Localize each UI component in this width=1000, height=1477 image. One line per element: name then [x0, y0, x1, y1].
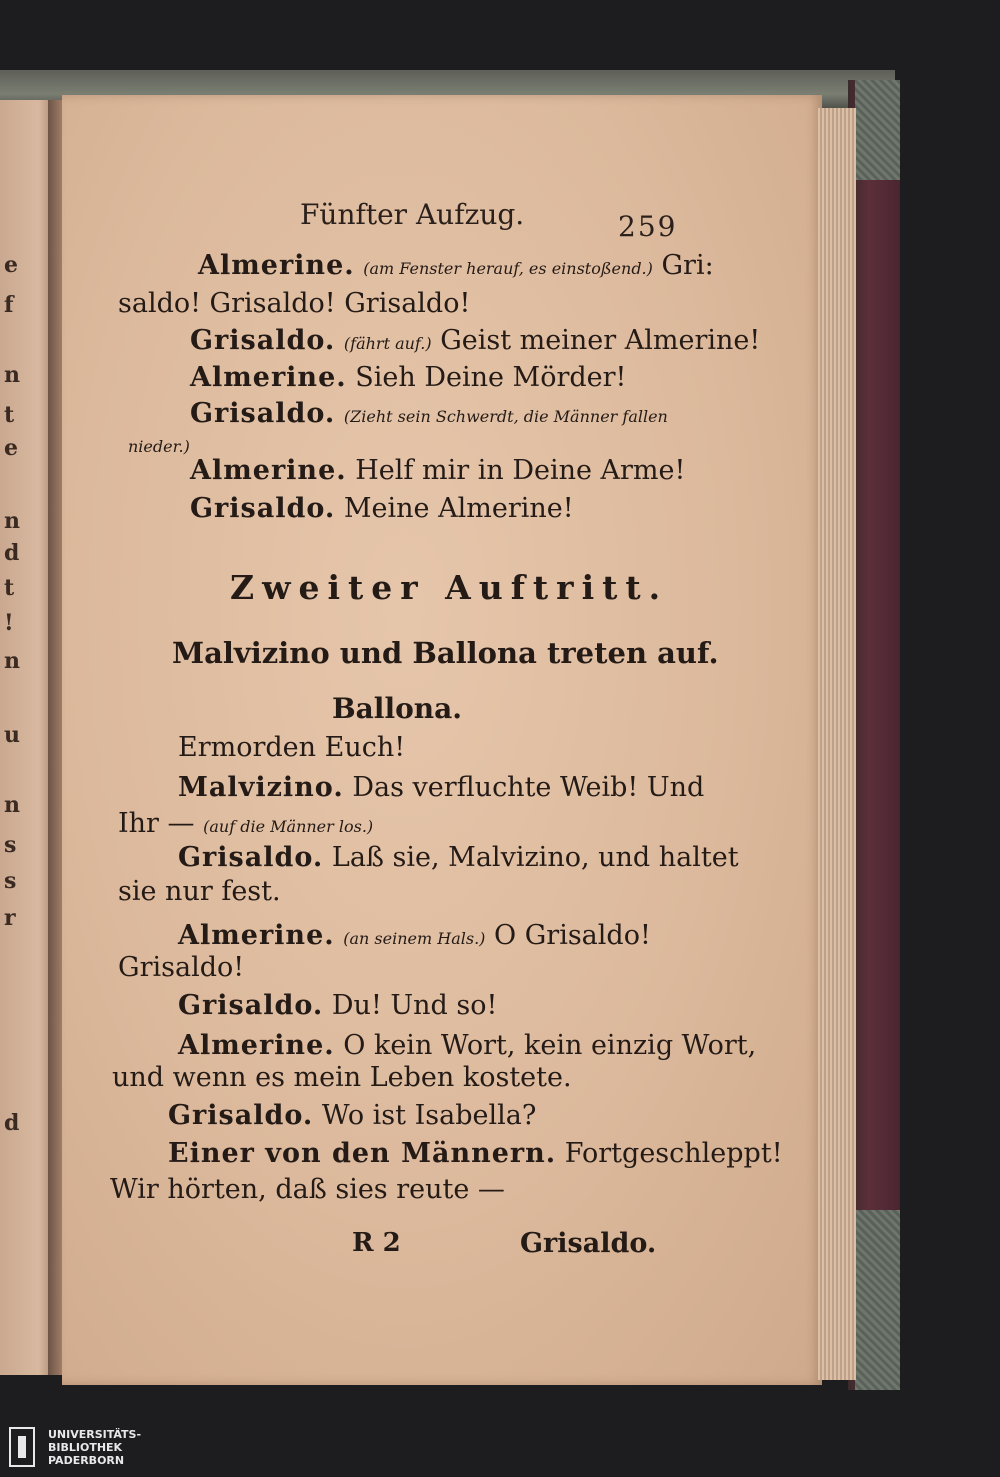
text-line	[190, 362, 626, 393]
page-number: 259	[618, 210, 678, 243]
text-line	[128, 428, 190, 459]
logo-line: UNIVERSITÄTS-	[48, 1428, 142, 1441]
line-text: Ihr —	[118, 808, 195, 839]
text-line	[178, 1030, 756, 1061]
text-line	[178, 920, 651, 951]
page-edges	[818, 108, 856, 1380]
text-line	[110, 1174, 505, 1205]
line-text: saldo! Grisaldo! Grisaldo!	[118, 288, 471, 319]
left-fragment: n	[4, 792, 20, 818]
left-fragment: s	[4, 832, 17, 858]
left-fragment: e	[4, 252, 18, 278]
line-text: O Grisaldo!	[494, 920, 651, 951]
left-fragment: d	[4, 1110, 20, 1136]
text-line	[178, 732, 405, 763]
left-fragment: t	[4, 402, 15, 428]
line-text: Helf mir in Deine Arme!	[355, 455, 686, 486]
left-fragment: n	[4, 362, 20, 388]
left-fragment: f	[4, 292, 14, 318]
stage-direction: (Zieht sein Schwerdt, die Männer fallen	[343, 407, 668, 426]
speaker-name: Grisaldo.	[178, 990, 324, 1021]
text-line	[118, 288, 470, 319]
catchword: Grisaldo.	[520, 1228, 657, 1259]
stage-direction: nieder.)	[128, 437, 190, 456]
centered-speaker: Ballona.	[332, 692, 463, 725]
text-line	[190, 398, 668, 429]
text-line	[198, 250, 714, 281]
cloth-corner-bottom	[855, 1210, 900, 1390]
speaker-name: Grisaldo.	[190, 398, 336, 429]
text-line	[178, 772, 704, 803]
line-text: Fortgeschleppt!	[564, 1138, 783, 1169]
line-text: Grisaldo!	[118, 952, 245, 983]
line-text: Du! Und so!	[331, 990, 498, 1021]
logo-line: BIBLIOTHEK	[48, 1441, 123, 1454]
text-line	[118, 808, 373, 839]
line-text: sie nur fest.	[118, 876, 281, 907]
line-text: O kein Wort, kein einzig Wort,	[343, 1030, 757, 1061]
scene-direction: Malvizino und Ballona treten auf.	[172, 636, 719, 670]
line-text: Gri:	[661, 250, 714, 281]
text-line	[190, 455, 685, 486]
speaker-name: Malvizino.	[178, 772, 344, 803]
line-text: Wir hörten, daß sies reute —	[110, 1174, 505, 1205]
text-line	[190, 493, 574, 524]
running-title: Fünfter Aufzug.	[300, 198, 525, 231]
speaker-name: Almerine.	[190, 455, 347, 486]
speaker-name: Einer von den Männern.	[168, 1138, 557, 1169]
speaker-name: Grisaldo.	[190, 493, 336, 524]
text-line	[178, 842, 739, 873]
text-line	[118, 952, 244, 983]
speaker-name: Grisaldo.	[168, 1100, 314, 1131]
left-fragment: r	[4, 905, 16, 931]
text-line	[190, 325, 760, 356]
left-fragment: e	[4, 435, 18, 461]
stage-direction: (fährt auf.)	[343, 334, 432, 353]
left-page-fragments	[0, 100, 30, 1375]
text-line	[178, 990, 497, 1021]
stage-direction: (am Fenster herauf, es einstoßend.)	[363, 259, 653, 278]
line-text: Meine Almerine!	[343, 493, 574, 524]
text-line	[112, 1062, 572, 1093]
left-fragment: !	[4, 610, 14, 636]
line-text: Laß sie, Malvizino, und haltet	[331, 842, 739, 873]
stage-direction: (an seinem Hals.)	[343, 929, 486, 948]
text-line	[168, 1100, 536, 1131]
logo-line: PADERBORN	[48, 1454, 125, 1467]
left-fragment: n	[4, 648, 20, 674]
line-text: Das verfluchte Weib! Und	[352, 772, 705, 803]
left-fragment: n	[4, 508, 20, 534]
line-text: und wenn es mein Leben kostete.	[112, 1062, 572, 1093]
speaker-name: Grisaldo.	[178, 842, 324, 873]
speaker-name: Almerine.	[178, 920, 335, 951]
line-text: Geist meiner Almerine!	[440, 325, 761, 356]
stage-direction: (auf die Männer los.)	[203, 817, 374, 836]
signature-mark: R 2	[352, 1228, 401, 1258]
text-line	[168, 1138, 783, 1169]
speaker-name: Almerine.	[190, 362, 347, 393]
scene-heading: Zweiter Auftritt.	[230, 568, 669, 607]
left-fragment: t	[4, 575, 15, 601]
text-line	[118, 876, 281, 907]
left-fragment: u	[4, 722, 20, 748]
speaker-name: Almerine.	[198, 250, 355, 281]
speaker-name: Grisaldo.	[190, 325, 336, 356]
library-logo-text	[48, 1428, 141, 1467]
line-text: Ermorden Euch!	[178, 732, 406, 763]
speaker-name: Almerine.	[178, 1030, 335, 1061]
line-text: Wo ist Isabella?	[321, 1100, 537, 1131]
left-fragment: s	[4, 868, 17, 894]
cloth-corner-top	[855, 80, 900, 180]
left-fragment: d	[4, 540, 20, 566]
line-text: Sieh Deine Mörder!	[355, 362, 627, 393]
